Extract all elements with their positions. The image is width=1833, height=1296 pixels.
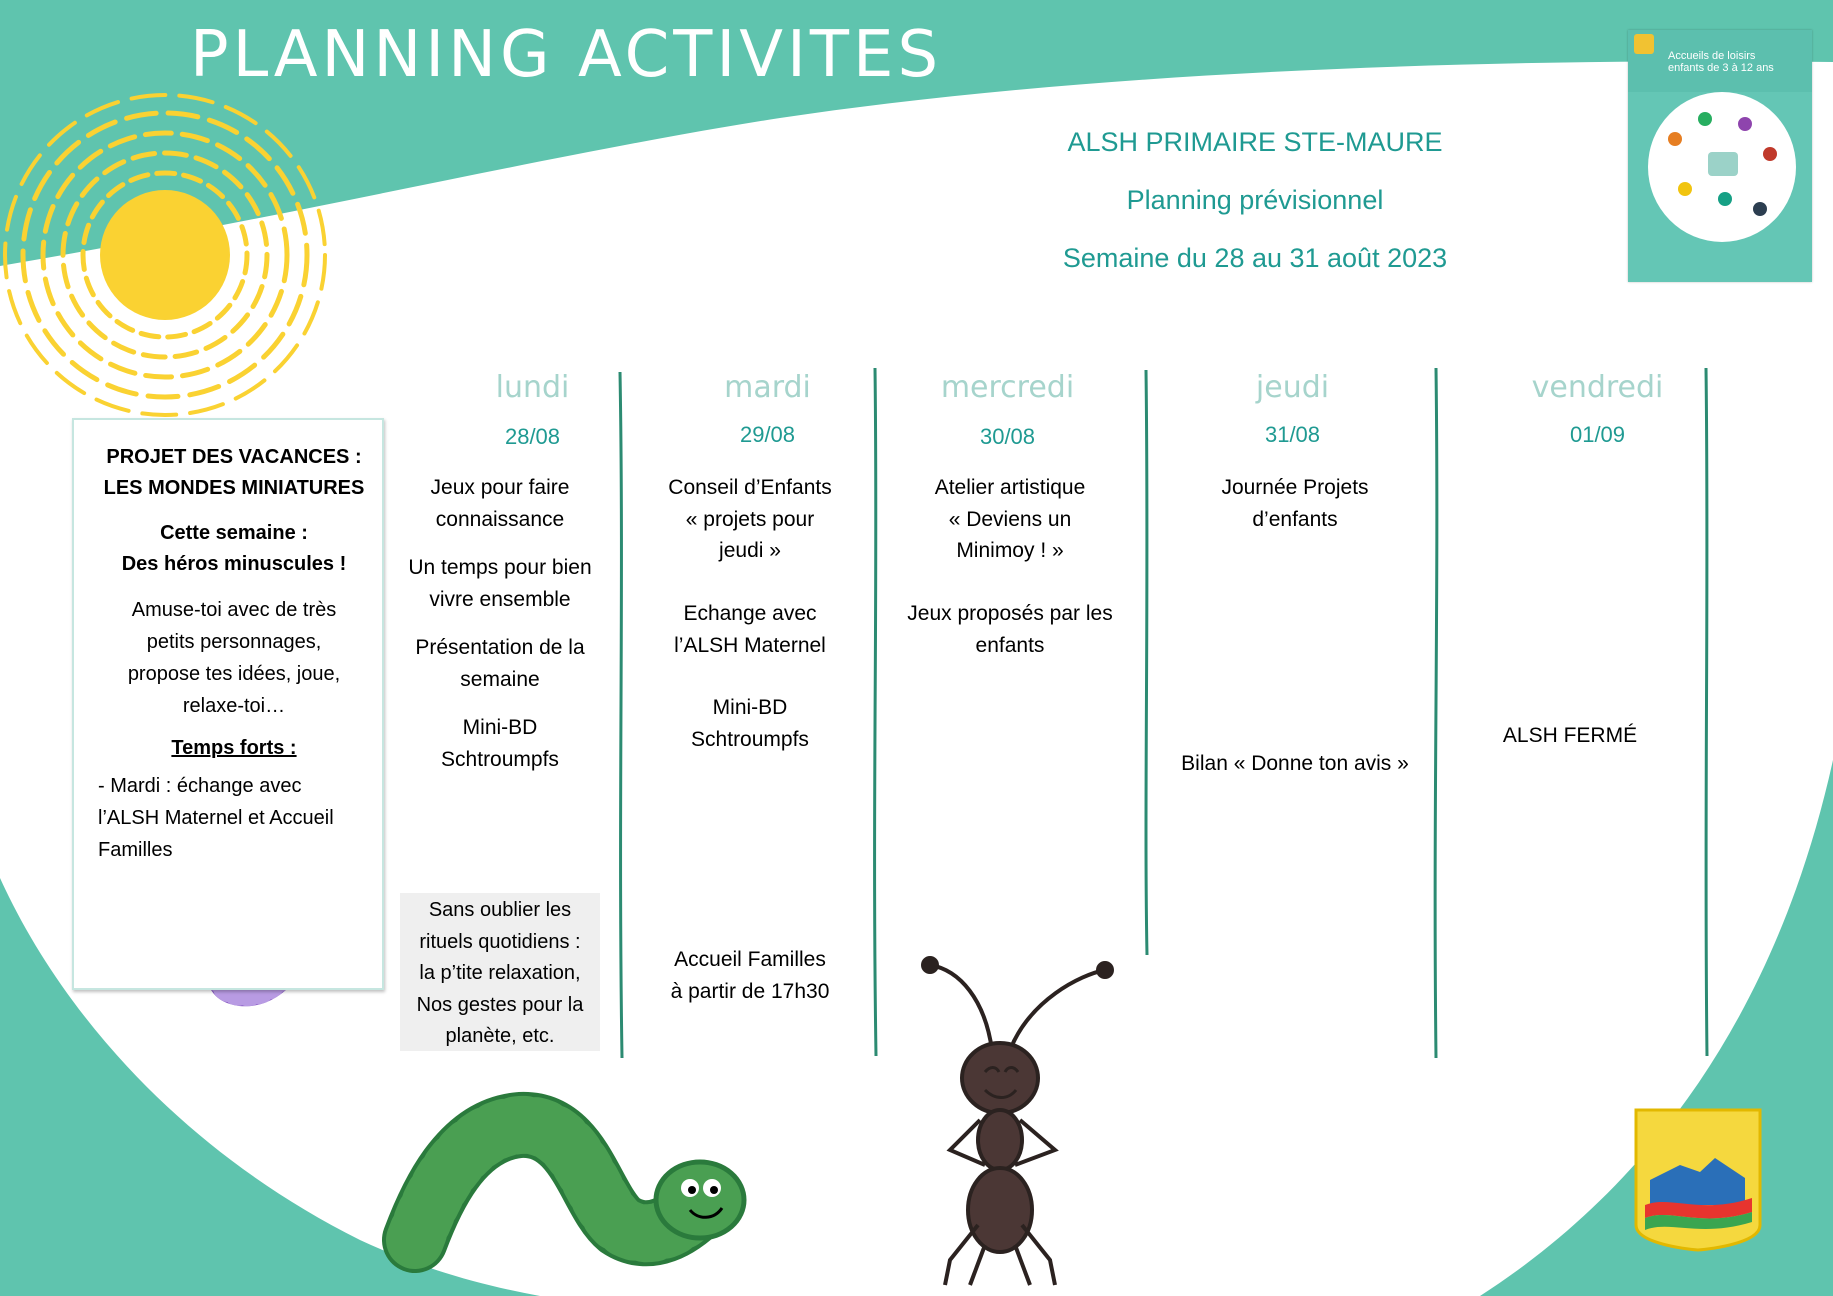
center-name: ALSH PRIMAIRE STE-MAURE	[1067, 127, 1443, 157]
daily-rituals-note: Sans oublier les rituels quotidiens : la p’tite relaxation, Nos gestes pour la planète, etc.	[400, 893, 600, 1051]
bug-icon	[1698, 112, 1712, 126]
day-header-vendredi	[1485, 370, 1710, 450]
activity-mercredi-1: Atelier artistique « Deviens un Minimoy ! »	[934, 476, 1086, 562]
brochure-header	[1628, 30, 1812, 92]
day-date: 29/08	[739, 422, 796, 447]
brochure-thumbnail	[1628, 30, 1812, 282]
day-name: lundi	[495, 370, 570, 405]
day-date: 01/09	[1569, 422, 1626, 447]
bug-icon	[1763, 147, 1777, 161]
activity-jeudi-1: Journée Projets d’enfants	[1221, 476, 1369, 531]
highlights-line-2: l’ALSH Maternel et Accueil	[98, 807, 334, 829]
separator-5	[1706, 368, 1707, 1056]
activity-lundi-4: Mini-BD Schtroumpfs	[441, 716, 559, 771]
bug-icon	[1738, 117, 1752, 131]
highlights-title: Temps forts :	[171, 737, 297, 759]
separator-4	[1435, 368, 1437, 1058]
bug-icon	[1718, 192, 1732, 206]
page-title: PLANNING ACTIVITES	[190, 18, 943, 92]
activity-mardi-3: Mini-BD Schtroumpfs	[691, 696, 809, 751]
bug-icon	[1708, 152, 1738, 176]
brochure-title: Accueils de loisirs	[1668, 50, 1756, 62]
project-panel	[72, 418, 384, 990]
week-theme: Des héros minuscules !	[121, 553, 347, 575]
bug-icon	[1678, 182, 1692, 196]
header-info	[1000, 122, 1510, 296]
activity-lundi-3: Présentation de la semaine	[415, 636, 585, 691]
activity-mardi-2: Echange avec l’ALSH Maternel	[674, 602, 826, 657]
week-range: Semaine du 28 au 31 août 2023	[1062, 243, 1448, 273]
day-date: 30/08	[979, 424, 1036, 449]
planning-subtitle: Planning prévisionnel	[1126, 185, 1384, 215]
activity-jeudi-2: Bilan « Donne ton avis »	[1181, 752, 1409, 775]
brochure-logo-icon	[1634, 34, 1654, 54]
project-line-2: LES MONDES MINIATURES	[103, 477, 365, 499]
project-line-1: PROJET DES VACANCES :	[106, 446, 362, 468]
day-name: mardi	[724, 370, 811, 405]
highlights-line-1: - Mardi : échange avec	[98, 775, 302, 797]
description-line-1: Amuse-toi avec de très	[131, 599, 337, 621]
separator-2	[875, 368, 876, 1056]
activity-vendredi-1: ALSH FERMÉ	[1502, 724, 1638, 747]
bug-icon	[1753, 202, 1767, 216]
brochure-subtitle: enfants de 3 à 12 ans	[1668, 62, 1774, 74]
activity-lundi-1: Jeux pour faire connaissance	[430, 476, 570, 531]
day-name: jeudi	[1255, 370, 1330, 405]
day-header-mardi	[655, 370, 880, 450]
week-label: Cette semaine :	[160, 522, 308, 544]
brochure-illustration	[1648, 92, 1796, 242]
activity-mardi-1: Conseil d’Enfants « projets pour jeudi »	[668, 476, 832, 562]
description-line-2: petits personnages,	[146, 631, 322, 653]
day-header-lundi	[420, 370, 645, 450]
highlights-line-3: Familles	[98, 839, 173, 861]
ant-icon	[923, 958, 1112, 1285]
day-name: vendredi	[1531, 370, 1664, 405]
caterpillar-icon	[415, 1125, 744, 1240]
day-date: 28/08	[504, 424, 561, 449]
activity-mercredi-2: Jeux proposés par les enfants	[907, 602, 1113, 657]
day-name: mercredi	[940, 370, 1075, 405]
activity-mardi-4: Accueil Familles à partir de 17h30	[670, 948, 830, 1003]
separator-1	[620, 372, 622, 1058]
day-date: 31/08	[1264, 422, 1321, 447]
activity-lundi-2: Un temps pour bien vivre ensemble	[408, 556, 592, 611]
description-line-3: propose tes idées, joue,	[127, 663, 341, 685]
description-line-4: relaxe-toi…	[182, 695, 286, 717]
bug-icon	[1668, 132, 1682, 146]
day-header-jeudi	[1180, 370, 1405, 450]
day-header-mercredi	[895, 370, 1120, 450]
separator-3	[1146, 370, 1147, 955]
community-logo-icon	[1636, 1110, 1760, 1250]
